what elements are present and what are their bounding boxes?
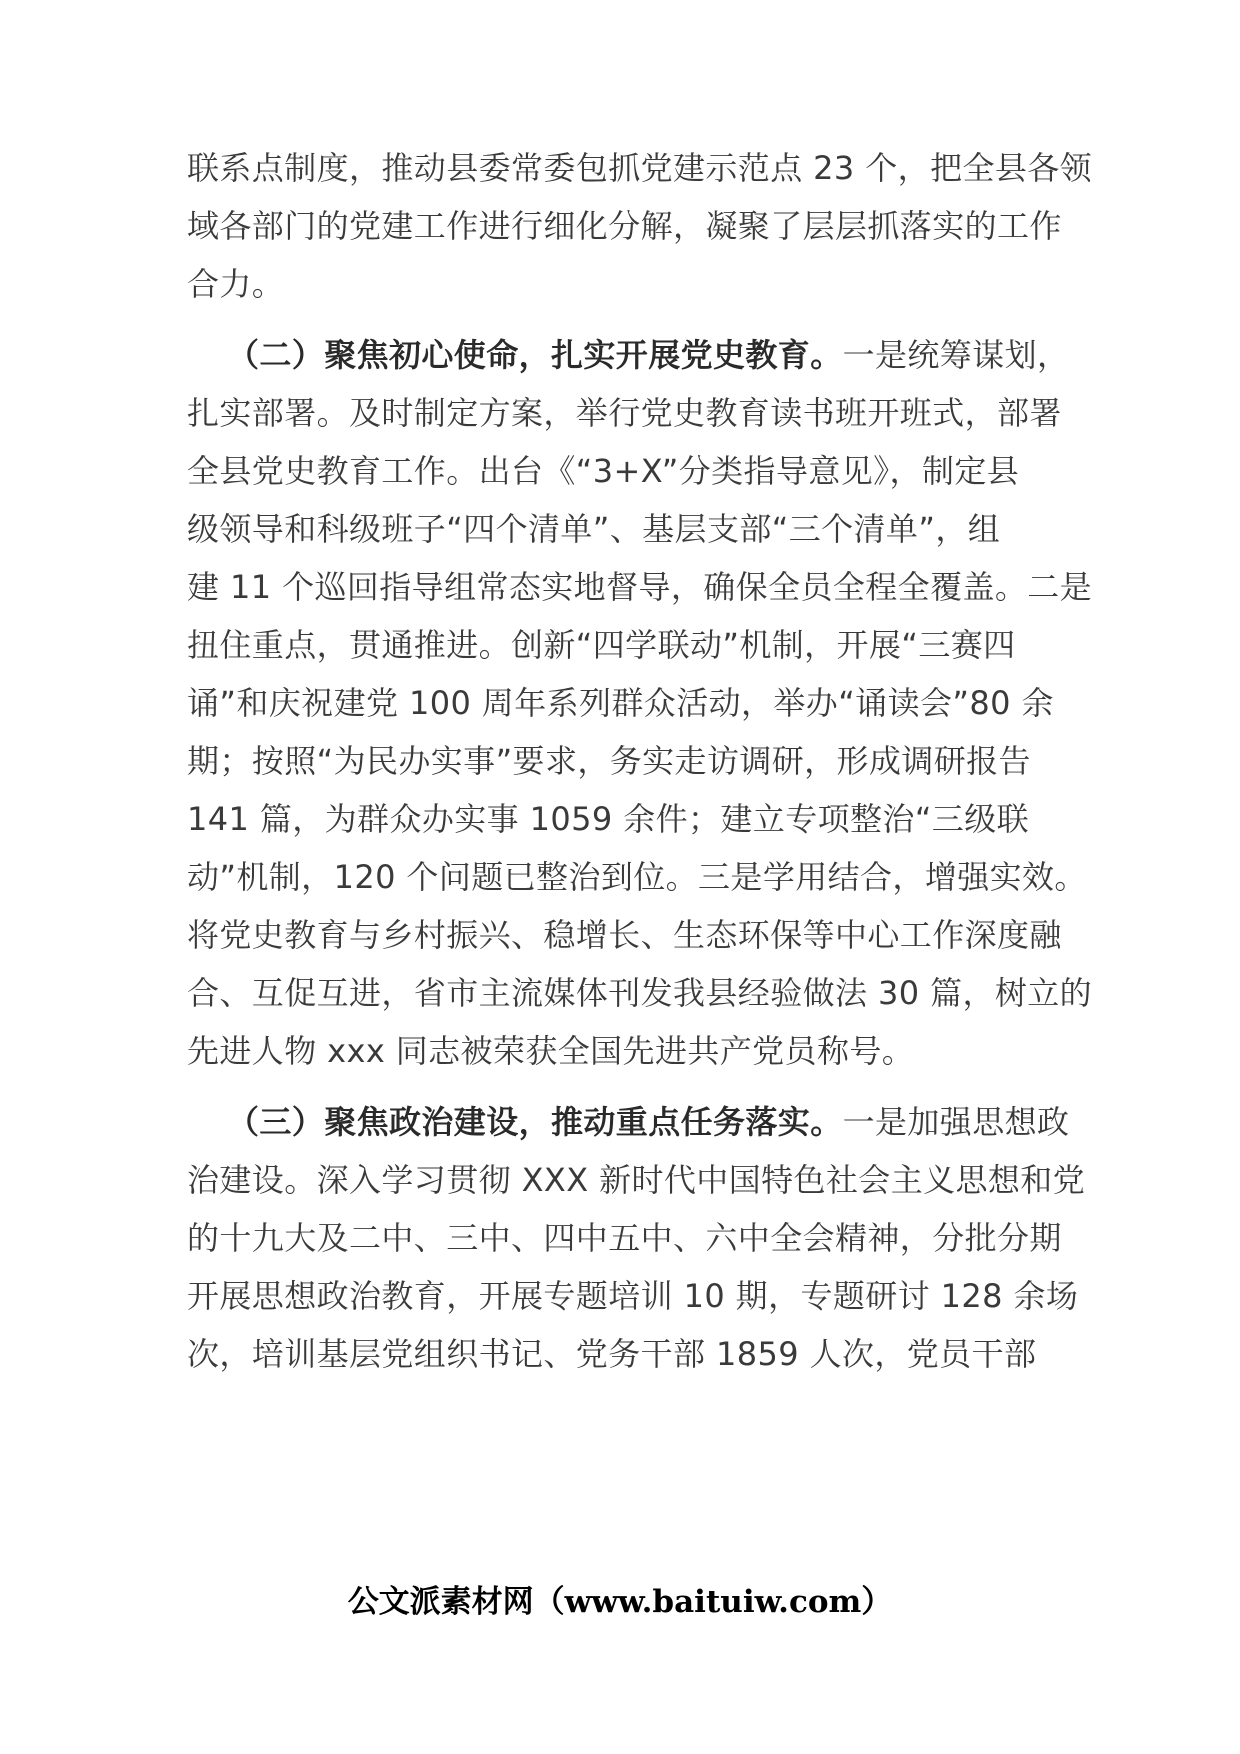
body-line: 次，培训基层党组织书记、党务干部 1859 人次，党员干部 (187, 1335, 1037, 1373)
body-line: 全县党史教育工作。出台《“3+X”分类指导意见》，制定县 (187, 452, 1020, 490)
body-line: 开展思想政治教育，开展专题培训 10 期，专题研讨 128 余场 (187, 1277, 1079, 1315)
section-heading-2-lead: 一是统筹谋划， (842, 336, 1070, 374)
body-line: 141 篇，为群众办实事 1059 余件；建立专项整治“三级联 (187, 800, 1030, 838)
section-heading-2 (227, 333, 1069, 377)
body-line: 联系点制度，推动县委常委包抓党建示范点 23 个，把全县各领 (187, 149, 1093, 187)
body-line: 扭住重点，贯通推进。创新“四学联动”机制，开展“三赛四 (187, 626, 1016, 664)
body-line: 动”机制，120 个问题已整治到位。三是学用结合，增强实效。 (187, 858, 1087, 896)
body-line: 扎实部署。及时制定方案，举行党史教育读书班开班式，部署 (187, 394, 1062, 432)
body-line: 合、互促互进，省市主流媒体刊发我县经验做法 30 篇，树立的 (187, 974, 1093, 1012)
body-line: 的十九大及二中、三中、四中五中、六中全会精神，分批分期 (187, 1219, 1062, 1257)
body-line: 将党史教育与乡村振兴、稳增长、生态环保等中心工作深度融 (187, 916, 1062, 954)
body-line: 先进人物 xxx 同志被荣获全国先进共产党员称号。 (187, 1032, 915, 1070)
body-line: 级领导和科级班子“四个清单”、基层支部“三个清单”，组 (187, 510, 1001, 548)
section-heading-3-title: （三）聚焦政治建设，推动重点任务落实。 (227, 1103, 843, 1141)
body-line: 期；按照“为民办实事”要求，务实走访调研，形成调研报告 (187, 742, 1031, 780)
body-line: 合力。 (187, 265, 285, 303)
body-line: 建 11 个巡回指导组常态实地督导，确保全员全程全覆盖。二是 (187, 568, 1093, 606)
section-heading-3-lead: 一是加强思想政 (842, 1103, 1070, 1141)
body-line: 诵”和庆祝建党 100 周年系列群众活动，举办“诵读会”80 余 (187, 684, 1054, 722)
footer-watermark: 公文派素材网（www.baituiw.com） (347, 1584, 893, 1620)
body-line: 域各部门的党建工作进行细化分解，凝聚了层层抓落实的工作 (187, 207, 1062, 245)
section-heading-3 (227, 1100, 1069, 1144)
body-line: 治建设。深入学习贯彻 XXX 新时代中国特色社会主义思想和党 (187, 1161, 1086, 1199)
section-heading-2-title: （二）聚焦初心使命，扎实开展党史教育。 (227, 336, 843, 374)
